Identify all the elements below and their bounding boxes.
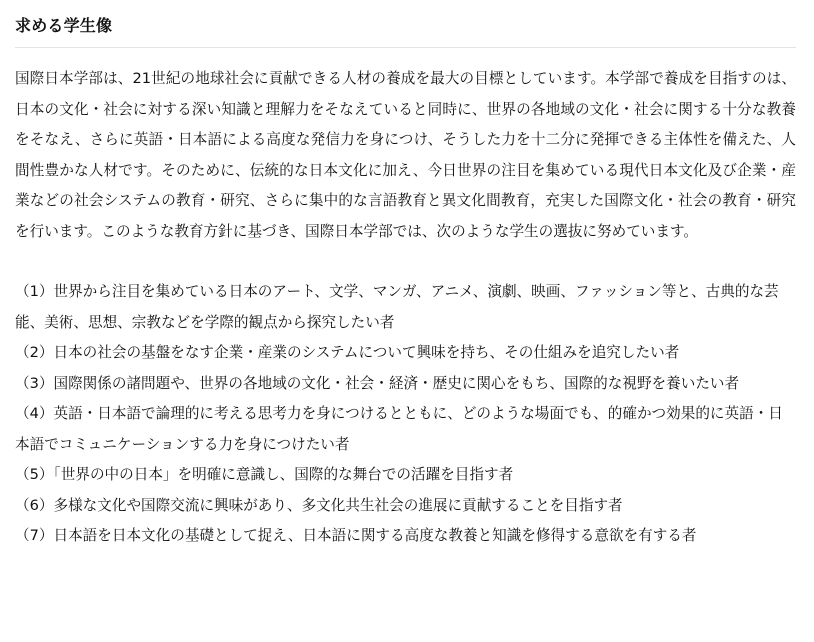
criteria-text: 日本の社会の基盤をなす企業・産業のシステムについて興味を持ち、その仕組みを追究したい者 — [53, 344, 680, 361]
criteria-number: （6） — [15, 496, 54, 514]
criteria-text: 日本語を日本文化の基礎として捉え、日本語に関する高度な教養と知識を修得する意欲を有する者 — [53, 527, 697, 544]
criteria-number: （1） — [15, 283, 54, 300]
criteria-item-1 — [15, 277, 796, 338]
criteria-item-2 — [15, 338, 796, 369]
criteria-text: 多様な文化や国際交流に興味があり、多文化共生社会の進展に貢献することを目指す者 — [53, 496, 623, 514]
criteria-number: （2） — [15, 344, 54, 361]
criteria-number: （7） — [15, 527, 54, 544]
criteria-number: （4） — [15, 405, 54, 422]
criteria-text: 「世界の中の日本」を明確に意識し、国際的な舞台での活躍を目指す者 — [53, 466, 514, 483]
criteria-item-6 — [15, 491, 796, 522]
criteria-number: （5） — [15, 466, 54, 483]
intro-paragraph: 国際日本学部は、21世紀の地球社会に貢献できる人材の養成を最大の目標としています。本学部で養成を目指すのは、日本の文化・社会に対する深い知識と理解力をそなえていると同時に、世界の各地域の文化・社会に関する十分な教養をそなえ、さらに英語・日本語による高度な発信力を身につけ、そうした力を十二分に発揮できる主体性を備えた、人間性豊かな人材です。そのために、伝統的な日本文化に加え、今日世界の注目を集めている現代日本文化及び企業・産業などの社会システムの教育・研究、さらに集中的な言語教育と異文化間教育，充実した国際文化・社会の教育・研究を行います。このような教育方針に基づき、国際日本学部では、次のような学生の選抜に努めています。 — [15, 70, 796, 240]
criteria-item-3 — [15, 369, 796, 400]
criteria-item-7 — [15, 521, 796, 552]
paragraph-spacer — [15, 247, 796, 277]
section-heading: 求める学生像 — [15, 14, 796, 48]
criteria-text: 国際関係の諸問題や、世界の各地域の文化・社会・経済・歴史に関心をもち、国際的な視野を養いたい者 — [53, 374, 740, 392]
criteria-text: 英語・日本語で論理的に考える思考力を身につけるとともに、どのような場面でも、的確かつ効果的に英語・日本語でコミュニケーションする力を身につけたい者 — [15, 405, 783, 453]
criteria-item-5 — [15, 460, 796, 491]
criteria-number: （3） — [15, 374, 54, 392]
criteria-list — [15, 277, 796, 552]
criteria-text: 世界から注目を集めている日本のアート、文学、マンガ、アニメ、演劇、映画、ファッション等と、古典的な芸能、美術、思想、宗教などを学際的観点から探究したい者 — [15, 283, 779, 331]
criteria-item-4 — [15, 399, 796, 460]
